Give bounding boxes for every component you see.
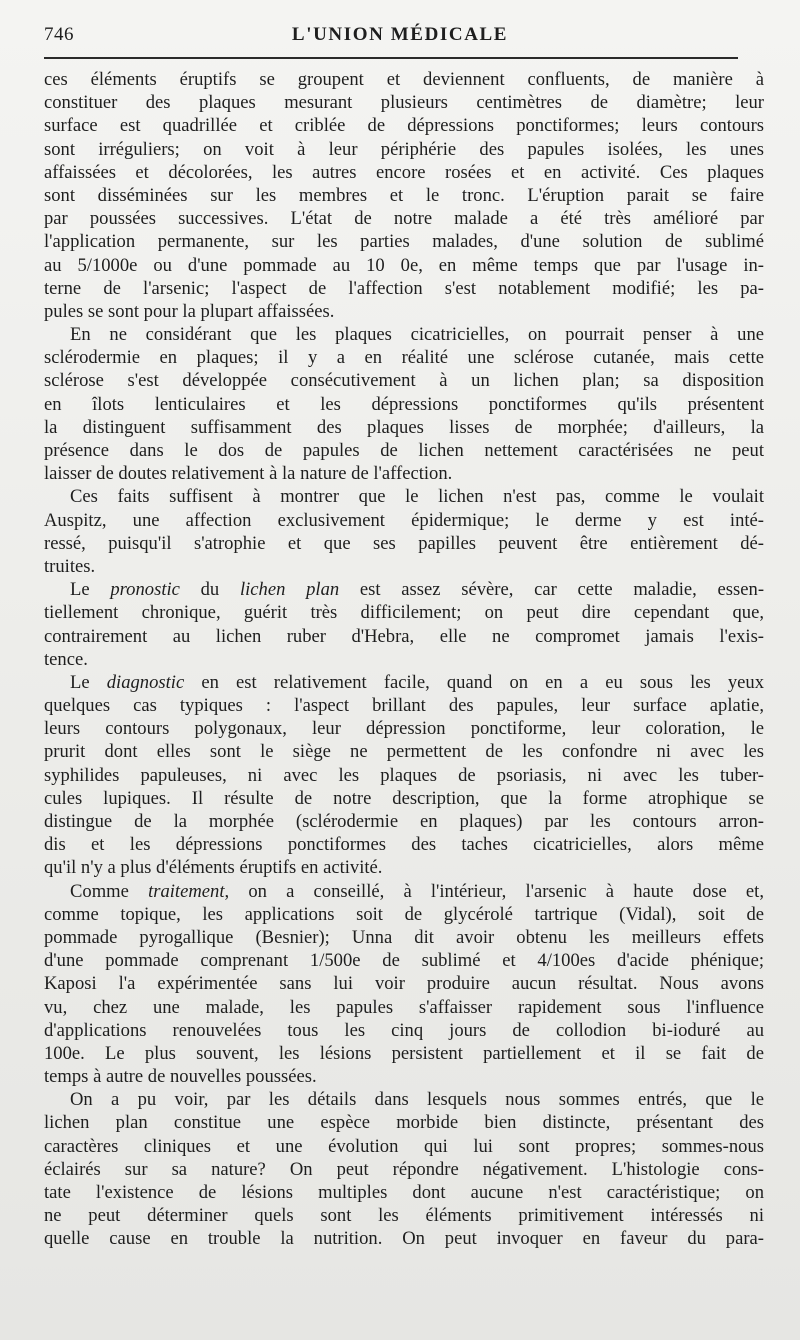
- text-line: sclérose s'est développée consécutivement à un lichen plan; sa disposition: [44, 370, 764, 392]
- text-line: lichen plan constitue une espèce morbide bien distincte, présentant des: [44, 1112, 764, 1134]
- text-line: ressé, puisqu'il s'atrophie et que ses papilles peuvent être entièrement dé-: [44, 532, 764, 554]
- text-line: pules se sont pour la plupart affaissées.: [44, 300, 335, 322]
- page-header: [44, 24, 756, 54]
- text-line: syphilides papuleuses, ni avec les plaques de psoriasis, ni avec les tuber-: [44, 764, 764, 786]
- text-line: sont disséminées sur les membres et le tronc. L'éruption parait se faire: [44, 184, 764, 206]
- text-line: truites.: [44, 555, 96, 577]
- running-title: L'UNION MÉDICALE: [291, 24, 509, 45]
- text-line: au 5/1000e ou d'une pommade au 10 0e, en même temps que par l'usage in-: [44, 254, 764, 276]
- header-rule: [44, 57, 738, 59]
- text-line: pommade pyrogallique (Besnier); Unna dit avoir obtenu les meilleurs effets: [44, 926, 764, 948]
- text-line: qu'il n'y a plus d'éléments éruptifs en activité.: [44, 857, 383, 879]
- text-line: laisser de doutes relativement à la nature de l'affection.: [44, 463, 453, 485]
- text-line: la distinguent suffisamment des plaques lisses de morphée; d'ailleurs, la: [44, 416, 764, 438]
- text-line: ne peut déterminer quels sont les éléments primitivement intéressés ni: [44, 1205, 764, 1227]
- text-line: comme topique, les applications soit de glycérolé tartrique (Vidal), soit de: [44, 903, 764, 925]
- page-number: 746: [44, 24, 74, 45]
- text-line: Ces faits suffisent à montrer que le lichen n'est pas, comme le voulait: [70, 486, 764, 508]
- text-line: leurs contours polygonaux, leur dépression ponctiforme, leur coloration, le: [44, 718, 764, 740]
- text-line: quelle cause en trouble la nutrition. On peut invoquer en faveur du para-: [44, 1228, 764, 1250]
- text-line: Kaposi l'a expérimentée sans lui voir produire aucun résultat. Nous avons: [44, 973, 764, 995]
- text-line: terne de l'arsenic; l'aspect de l'affection s'est notablement modifié; les pa-: [44, 277, 764, 299]
- text-line: tiellement chronique, guérit très difficilement; on peut dire cependant que,: [44, 602, 764, 624]
- text-line: tate l'existence de lésions multiples dont aucune n'est caractéristique; on: [44, 1182, 764, 1203]
- text-line: sont irréguliers; on voit à leur périphérie des papules isolées, les unes: [44, 138, 764, 160]
- text-line: quelques cas typiques : l'aspect brillant des papules, leur surface aplatie,: [44, 695, 764, 717]
- text-line: caractères cliniques et une évolution qui lui sont propres; sommes-nous: [44, 1135, 764, 1157]
- text-line: contrairement au lichen ruber d'Hebra, elle ne compromet jamais l'exis-: [44, 625, 764, 647]
- text-line: l'application permanente, sur les parties malades, d'une solution de sublimé: [44, 231, 764, 253]
- text-line: Comme traitement, on a conseillé, à l'intérieur, l'arsenic à haute dose et,: [70, 880, 764, 902]
- text-line: Auspitz, une affection exclusivement épidermique; le derme y est inté-: [44, 509, 764, 531]
- text-line: Le pronostic du lichen plan est assez sévère, car cette maladie, essen-: [70, 579, 764, 601]
- text-line: temps à autre de nouvelles poussées.: [44, 1066, 317, 1088]
- body-text: [44, 68, 764, 1251]
- text-line: éclairés sur sa nature? On peut répondre négativement. L'histologie cons-: [44, 1158, 764, 1180]
- text-line: En ne considérant que les plaques cicatricielles, on pourrait penser à une: [70, 324, 764, 346]
- text-line: cules lupiques. Il résulte de notre description, que la forme atrophique se: [44, 787, 764, 809]
- text-line: affaissées et décolorées, les autres encore rosées et en activité. Ces plaques: [44, 161, 764, 183]
- text-line: constituer des plaques mesurant plusieurs centimètres de diamètre; leur: [44, 92, 764, 114]
- text-line: On a pu voir, par les détails dans lesquels nous sommes entrés, que le: [70, 1089, 764, 1111]
- text-line: vu, chez une malade, les papules s'affaisser rapidement sous l'influence: [44, 996, 764, 1018]
- text-line: ces éléments éruptifs se groupent et deviennent confluents, de manière à: [44, 69, 764, 90]
- text-line: sclérodermie en plaques; il y a en réalité une sclérose cutanée, mais cette: [44, 347, 764, 369]
- text-line: d'une pommade comprenant 1/500e de sublimé et 4/100es d'acide phénique;: [44, 950, 764, 972]
- text-line: surface est quadrillée et criblée de dépressions ponctiformes; leurs contours: [44, 115, 764, 137]
- text-line: distingue de la morphée (sclérodermie en plaques) par les contours arron-: [44, 811, 764, 832]
- text-line: par poussées successives. L'état de notre malade a été très amélioré par: [44, 208, 764, 230]
- text-line: Le diagnostic en est relativement facile, quand on en a eu sous les yeux: [70, 671, 764, 693]
- text-line: dis et les dépressions ponctiformes des taches cicatricielles, alors même: [44, 834, 764, 856]
- text-line: 100e. Le plus souvent, les lésions persistent partiellement et il se fait de: [44, 1042, 764, 1064]
- text-line: en îlots lenticulaires et les dépressions ponctiformes qu'ils présentent: [44, 393, 764, 415]
- text-line: d'applications renouvelées tous les cinq jours de collodion bi-ioduré au: [44, 1019, 764, 1041]
- text-line: présence dans le dos de papules de lichen nettement caractérisées ne peut: [44, 440, 764, 461]
- text-line: tence.: [44, 648, 88, 670]
- text-line: prurit dont elles sont le siège ne permettent de les confondre ni avec les: [44, 741, 764, 763]
